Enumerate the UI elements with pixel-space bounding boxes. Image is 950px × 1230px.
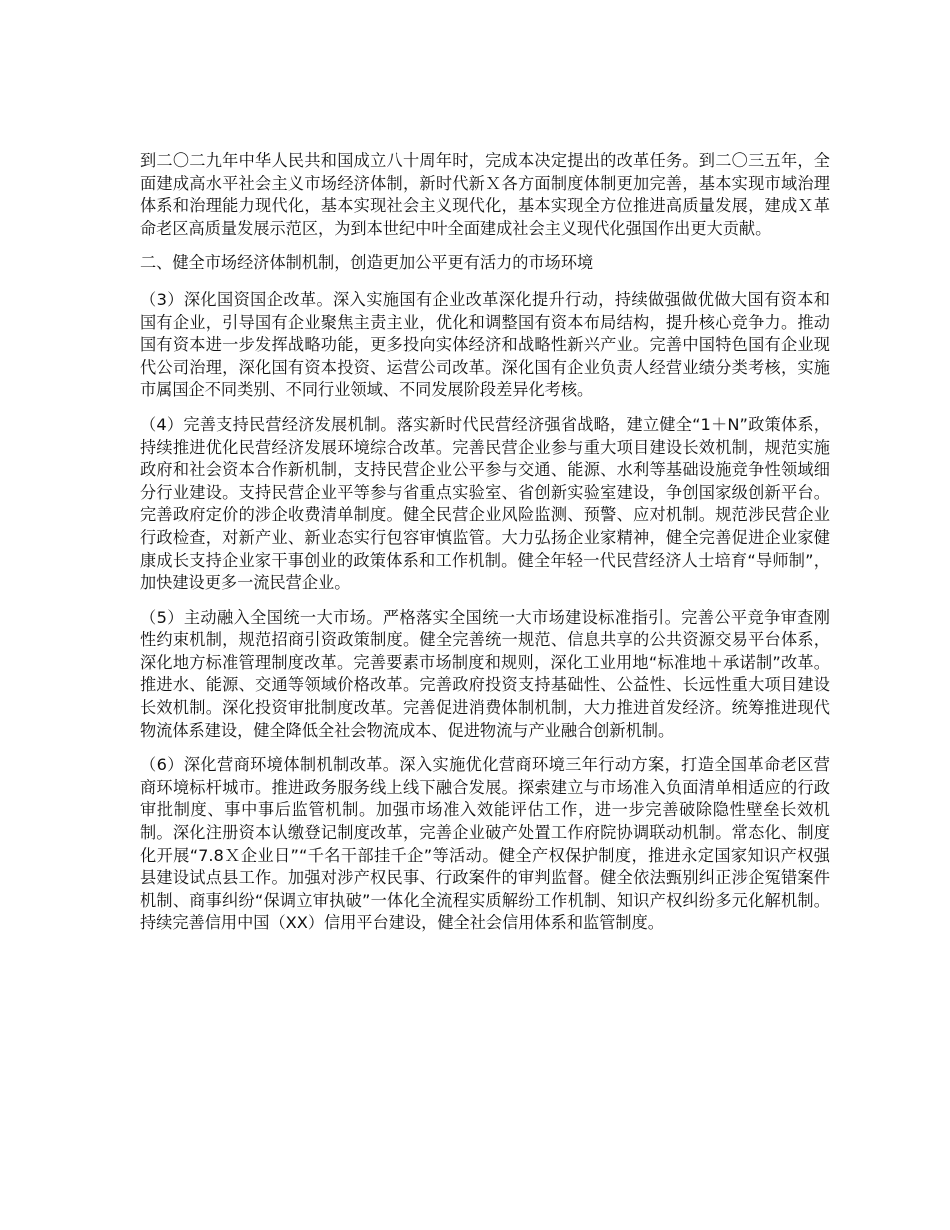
document-page [140, 150, 830, 947]
section-heading: 二、健全市场经济体制机制，创造更加公平更有活力的市场环境 [140, 253, 594, 273]
paragraph-goals: 到二〇二九年中华人民共和国成立八十周年时，完成本决定提出的改革任务。到二〇三五年，全面建成高水平社会主义市场经济体制，新时代新Ｘ各方面制度体制更加完善，基本实现市域治理体系和治理能力现代化，基本实现社会主义现代化，基本实现全方位推进高质量发展，建成Ｘ革命老区高质量发展示范区，为到本世纪中叶全面建成社会主义现代化强国作出更大贡献。 [140, 151, 830, 238]
paragraph-item-4: （4）完善支持民营经济发展机制。落实新时代民营经济强省战略，建立健全“1＋N”政策体系，持续推进优化民营经济发展环境综合改革。完善民营企业参与重大项目建设长效机制，规范实施政府和社会资本合作新机制，支持民营企业公平参与交通、能源、水利等基础设施竞争性领域细分行业建设。支持民营企业平等参与省重点实验室、省创新实验室建设，争创国家级创新平台。完善政府定价的涉企收费清单制度。健全民营企业风险监测、预警、应对机制。规范涉民营企业行政检查，对新产业、新业态实行包容审慎监管。大力弘扬企业家精神，健全完善促进企业家健康成长支持企业家干事创业的政策体系和工作机制。健全年轻一代民营经济人士培育“导师制”，加快建设更多一流民营企业。 [140, 414, 830, 593]
paragraph-item-3: （3）深化国资国企改革。深入实施国有企业改革深化提升行动，持续做强做优做大国有资本和国有企业，引导国有企业聚焦主责主业，优化和调整国有资本布局结构，提升核心竞争力。推动国有资本进一步发挥战略功能，更多投向实体经济和战略性新兴产业。完善中国特色国有企业现代公司治理，深化国有资本投资、运营公司改革。深化国有企业负责人经营业绩分类考核，实施市属国企不同类别、不同行业领域、不同发展阶段差异化考核。 [140, 289, 830, 400]
paragraph-item-5: （5）主动融入全国统一大市场。严格落实全国统一大市场建设标准指引。完善公平竞争审查刚性约束机制，规范招商引资政策制度。健全完善统一规范、信息共享的公共资源交易平台体系，深化地方标准管理制度改革。完善要素市场制度和规则，深化工业用地“标准地＋承诺制”改革。推进水、能源、交通等领域价格改革。完善政府投资支持基础性、公益性、长远性重大项目建设长效机制。深化投资审批制度改革。完善促进消费体制机制，大力推进首发经济。统筹推进现代物流体系建设，健全降低全社会物流成本、促进物流与产业融合创新机制。 [140, 607, 830, 740]
paragraph-item-6: （6）深化营商环境体制机制改革。深入实施优化营商环境三年行动方案，打造全国革命老区营商环境标杆城市。推进政务服务线上线下融合发展。探索建立与市场准入负面清单相适应的行政审批制度、事中事后监管机制。加强市场准入效能评估工作，进一步完善破除隐性壁垒长效机制。深化注册资本认缴登记制度改革，完善企业破产处置工作府院协调联动机制。常态化、制度化开展“7.8Ｘ企业日”“千名干部挂千企”等活动。健全产权保护制度，推进永定国家知识产权强县建设试点县工作。加强对涉产权民事、行政案件的审判监督。健全依法甄别纠正涉企冤错案件机制、商事纠纷“保调立审执破”一体化全流程实质解纷工作机制、知识产权纠纷多元化解机制。持续完善信用中国（XX）信用平台建设，健全社会信用体系和监管制度。 [140, 755, 830, 933]
